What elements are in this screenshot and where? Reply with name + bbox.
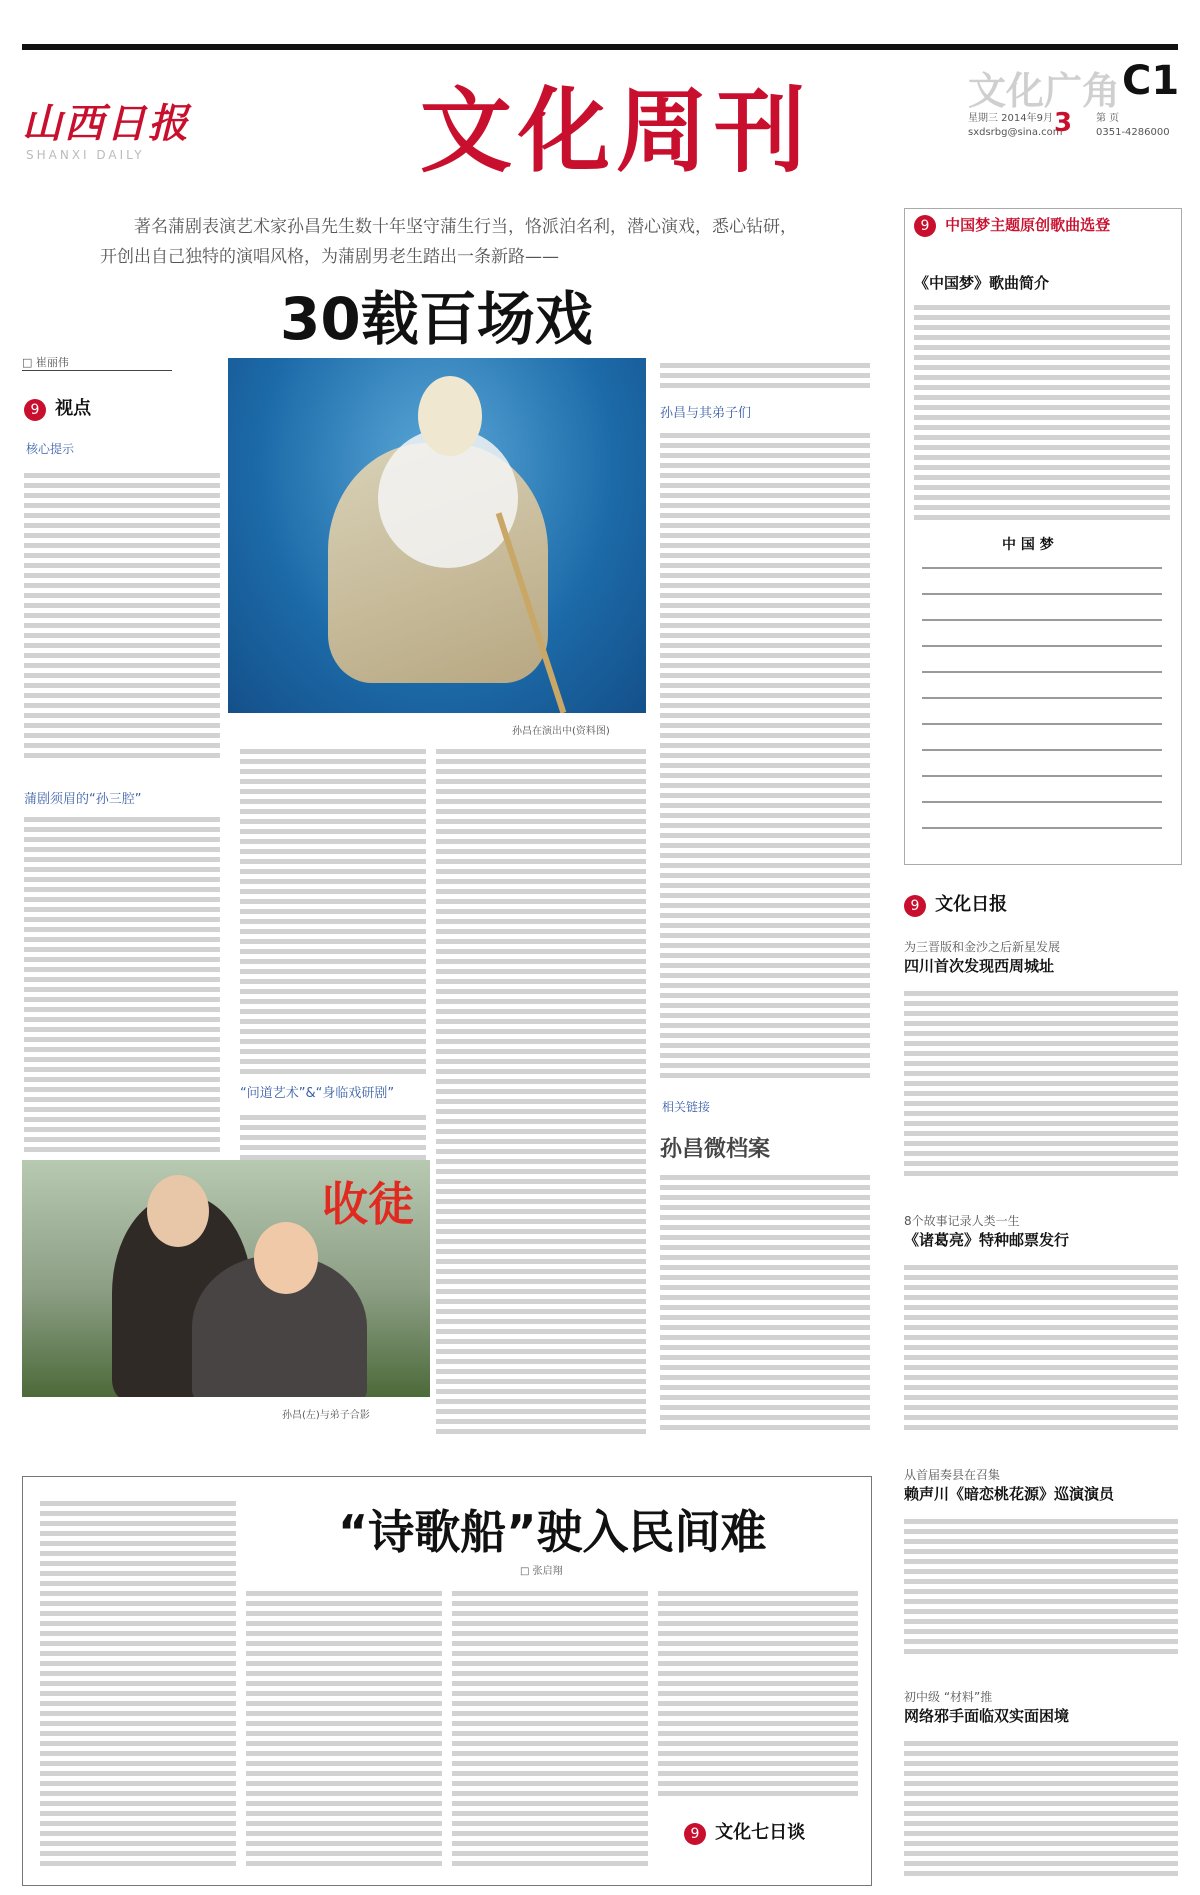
news-title: 网络邪手面临双实面困境 <box>904 1707 1070 1725</box>
article-text-block <box>436 744 646 1439</box>
news-lead: 为三晋版和金沙之后新星发展 <box>904 940 1061 954</box>
person-right-head <box>254 1222 318 1294</box>
song-section-header <box>914 214 1110 237</box>
bottom-byline: □ 张启翔 <box>520 1566 563 1577</box>
section-code: C1 <box>1122 58 1180 104</box>
news-title: 《诸葛亮》特种邮票发行 <box>904 1231 1070 1249</box>
issue-day: 3 <box>1054 108 1073 138</box>
bottom-section-label <box>684 1818 805 1845</box>
subhead: 蒲剧须眉的“孙三腔” <box>24 792 142 807</box>
lead-byline: □ 崔丽伟 <box>22 354 172 371</box>
news-lead: 初中级 “材料”推 <box>904 1690 993 1704</box>
person-left-head <box>147 1175 209 1247</box>
section-title: 文化日报 <box>935 894 1008 915</box>
group-photo <box>22 1160 430 1397</box>
issue-phone: 0351-4286000 <box>1096 127 1170 138</box>
photo-caption: 孙昌(左)与弟子合影 <box>282 1410 370 1421</box>
section-number-icon: 9 <box>684 1823 706 1845</box>
related-link-tag: 相关链接 <box>662 1100 711 1114</box>
section-number-icon: 9 <box>24 399 46 421</box>
music-score <box>922 558 1162 848</box>
core-hint-tag: 核心提示 <box>26 442 75 456</box>
article-text-block <box>660 358 870 390</box>
news-item <box>904 1688 1180 1726</box>
article-text-block <box>240 744 426 1074</box>
masthead-title: 文化周刊 <box>420 77 813 185</box>
lead-intro: 著名蒲剧表演艺术家孙昌先生数十年坚守蒲生行当，恪派泊名利，潜心演戏，悉心钻研，开创出自己独特的演唱风格，为蒲剧男老生踏出一条新路—— <box>100 217 797 267</box>
issue-info-right <box>1096 112 1186 140</box>
section-title: 视点 <box>55 398 92 419</box>
issue-email: sxdsrbg@sina.com <box>968 127 1063 138</box>
article-text-block <box>452 1586 648 1870</box>
section-title: 文化七日谈 <box>715 1822 806 1843</box>
article-text-block <box>660 428 870 1078</box>
song-intro-text <box>914 300 1170 520</box>
news-text <box>904 1736 1178 1876</box>
article-text-block <box>660 1170 870 1432</box>
article-text-block <box>658 1586 858 1800</box>
news-item <box>904 1466 1180 1504</box>
section-number-icon: 9 <box>914 215 936 237</box>
newspaper-logo-sub: SHANXI DAILY <box>26 148 145 162</box>
viewpoint-section <box>24 394 91 421</box>
section-title: 中国梦主题原创歌曲选登 <box>945 216 1111 234</box>
opera-photo <box>228 358 646 713</box>
banner-decoration: 收徒 <box>322 1177 414 1231</box>
section-name: 文化广角 <box>968 69 1121 113</box>
news-lead: 8个故事记录人类一生 <box>904 1214 1020 1228</box>
song-title: 中 国 梦 <box>1002 537 1054 553</box>
news-item <box>904 938 1180 976</box>
subhead: 孙昌与其弟子们 <box>660 406 752 421</box>
news-title: 四川首次发现西周城址 <box>904 957 1055 975</box>
bottom-headline: “诗歌船”驶入民间难 <box>338 1505 767 1559</box>
subhead: “问道艺术”&“身临戏研剧” <box>240 1086 395 1101</box>
news-item <box>904 1212 1180 1250</box>
article-text-block <box>24 812 220 1152</box>
article-text-block <box>24 468 220 758</box>
news-title: 赖声川《暗恋桃花源》巡演演员 <box>904 1485 1115 1503</box>
news-lead: 从首届奏县在召集 <box>904 1468 1001 1482</box>
issue-page: 第 页 <box>1096 113 1120 124</box>
issue-date: 星期三 2014年9月 <box>968 113 1053 124</box>
section-number-icon: 9 <box>904 895 926 917</box>
photo-caption: 孙昌在演出中(资料图) <box>512 726 610 737</box>
newspaper-logo: 山西日报 <box>22 100 190 147</box>
news-text <box>904 986 1178 1176</box>
top-rule <box>22 44 1178 50</box>
article-text-block <box>40 1496 236 1870</box>
article-text-block <box>246 1586 442 1870</box>
news-text <box>904 1260 1178 1430</box>
news-text <box>904 1514 1178 1654</box>
culture-news-header <box>904 890 1007 917</box>
song-intro-title: 《中国梦》歌曲简介 <box>914 274 1050 292</box>
archive-title: 孙昌微档案 <box>660 1137 771 1162</box>
opera-head <box>418 376 482 456</box>
lead-headline: 30载百场戏 <box>280 285 593 353</box>
